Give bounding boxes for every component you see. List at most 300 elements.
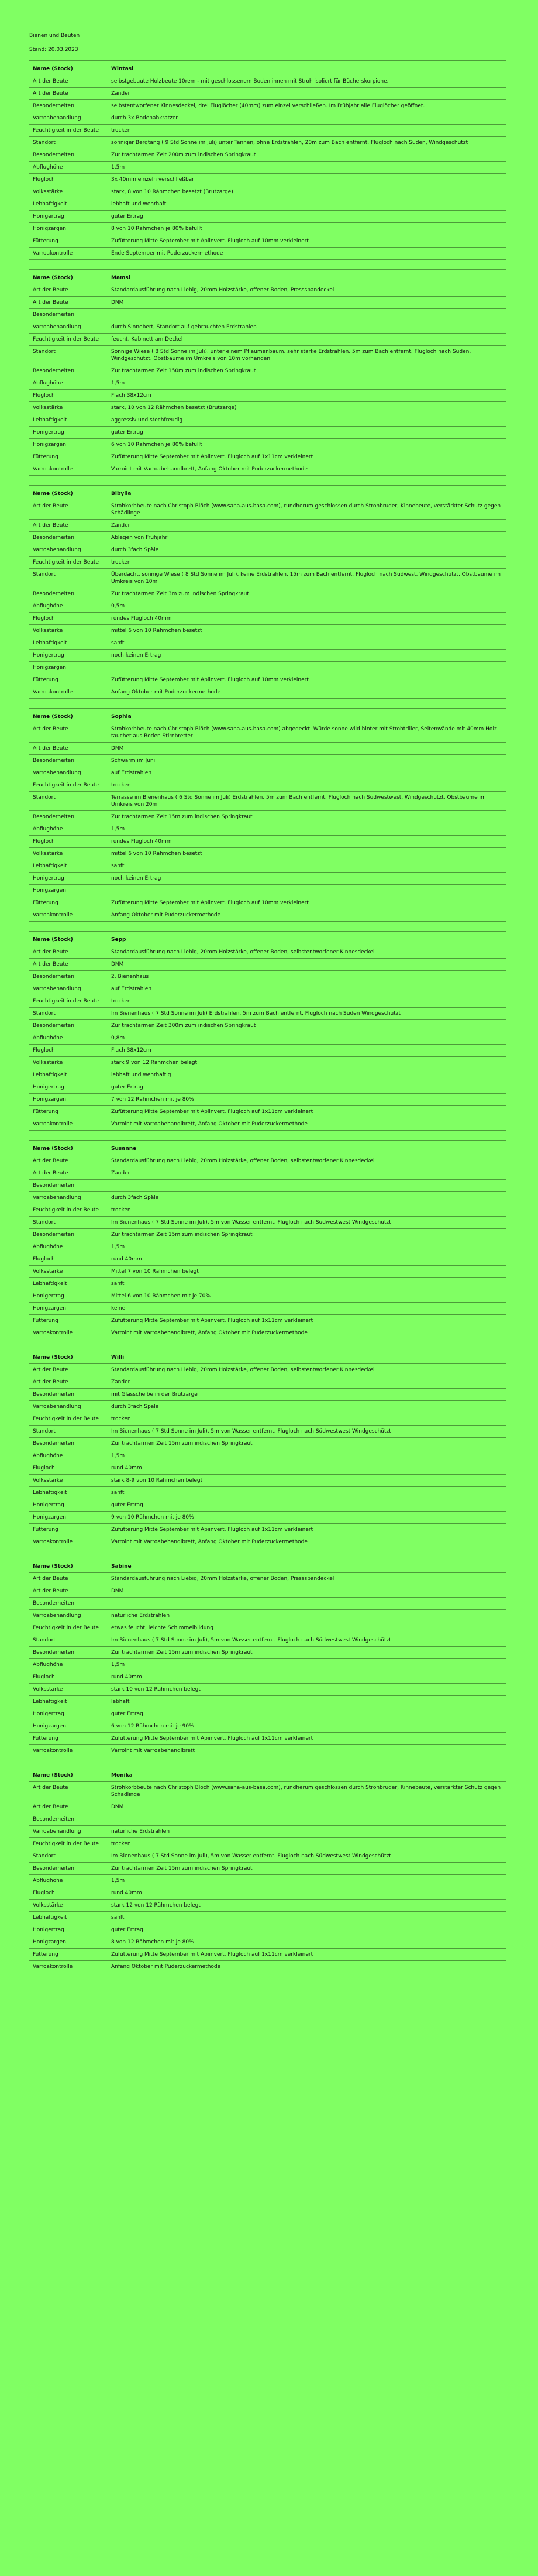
row-value: rund 40mm xyxy=(106,1253,506,1266)
row-label: Standort xyxy=(29,1634,106,1647)
table-row xyxy=(29,390,506,402)
row-label: Art der Beute xyxy=(29,1167,106,1180)
hive-header-row xyxy=(29,61,506,75)
row-value: stark 8-9 von 10 Rähmchen belegt xyxy=(106,1475,506,1487)
row-value: DNM xyxy=(106,1585,506,1598)
row-value: Flach 38x12cm xyxy=(106,1045,506,1057)
row-value: 1,5m xyxy=(106,1241,506,1253)
table-row xyxy=(29,334,506,346)
row-value: sanft xyxy=(106,860,506,873)
table-row xyxy=(29,1290,506,1303)
row-value: selbstentworfener Kinnesdeckel, drei Fluglöcher (40mm) zum einzel verschließen. Im Frühjahr alle Fluglöcher geöffnet. xyxy=(106,100,506,112)
row-value: Zufütterung Mitte September mit Apiinvert. Flugloch auf 1x11cm verkleinert xyxy=(106,1315,506,1327)
table-row xyxy=(29,1278,506,1290)
row-label: Art der Beute xyxy=(29,520,106,532)
row-label: Varroakontrolle xyxy=(29,463,106,476)
row-label: Art der Beute xyxy=(29,297,106,309)
table-row xyxy=(29,971,506,983)
table-row xyxy=(29,686,506,699)
row-value xyxy=(106,885,506,897)
table-row xyxy=(29,755,506,767)
table-row xyxy=(29,569,506,588)
table-row xyxy=(29,792,506,811)
row-label: Standort xyxy=(29,137,106,149)
row-label: Feuchtigkeit in der Beute xyxy=(29,334,106,346)
row-label: Art der Beute xyxy=(29,743,106,755)
table-row xyxy=(29,1887,506,1900)
row-label: Varroakontrolle xyxy=(29,1536,106,1548)
row-label: Honigertrag xyxy=(29,873,106,885)
row-label: Standort xyxy=(29,1217,106,1229)
table-row xyxy=(29,1499,506,1512)
row-value: sanft xyxy=(106,1278,506,1290)
row-label: Art der Beute xyxy=(29,1801,106,1813)
table-row xyxy=(29,1863,506,1875)
table-row xyxy=(29,873,506,885)
row-label: Honigertrag xyxy=(29,1081,106,1094)
table-row xyxy=(29,284,506,297)
row-label: Flugloch xyxy=(29,1462,106,1475)
row-value: Varroint mit Varroabehandlbrett, Anfang Oktober mit Puderzuckermethode xyxy=(106,1536,506,1548)
row-label: Volksstärke xyxy=(29,402,106,414)
table-row xyxy=(29,1696,506,1708)
row-value xyxy=(106,662,506,674)
hive-table xyxy=(29,1558,506,1757)
table-row xyxy=(29,1622,506,1634)
row-label: Besonderheiten xyxy=(29,100,106,112)
table-row xyxy=(29,1094,506,1106)
hive-list xyxy=(0,60,538,1973)
hive-header-row xyxy=(29,1767,506,1782)
row-value: noch keinen Ertrag xyxy=(106,650,506,662)
table-row xyxy=(29,414,506,427)
table-row xyxy=(29,137,506,149)
table-row xyxy=(29,1327,506,1339)
row-value: Im Bienenhaus ( 7 Std Sonne im Juli), 5m von Wasser entfernt. Flugloch nach Südwestwest Windgeschützt xyxy=(106,1634,506,1647)
row-value: mittel 6 von 10 Rähmchen besetzt xyxy=(106,848,506,860)
hive-table xyxy=(29,931,506,1131)
table-row xyxy=(29,1900,506,1912)
row-label: Art der Beute xyxy=(29,959,106,971)
table-row xyxy=(29,946,506,959)
table-row xyxy=(29,377,506,390)
row-value: Im Bienenhaus ( 7 Std Sonne im Juli) Erdstrahlen, 5m zum Bach entfernt. Flugloch nach Süden Windgeschützt xyxy=(106,1008,506,1020)
row-label: Varroakontrolle xyxy=(29,909,106,922)
row-value: DNM xyxy=(106,1801,506,1813)
row-label: Feuchtigkeit in der Beute xyxy=(29,557,106,569)
row-value: Varroint mit Varroabehandlbrett, Anfang Oktober mit Puderzuckermethode xyxy=(106,1327,506,1339)
table-row xyxy=(29,588,506,600)
table-row xyxy=(29,1720,506,1733)
row-value: Zufütterung Mitte September mit Apiinvert. Flugloch auf 1x11cm verkleinert xyxy=(106,1524,506,1536)
row-label: Varroakontrolle xyxy=(29,1745,106,1757)
table-row xyxy=(29,909,506,922)
row-value: guter Ertrag xyxy=(106,1924,506,1936)
row-value: guter Ertrag xyxy=(106,1499,506,1512)
row-label: Besonderheiten xyxy=(29,1229,106,1241)
table-row xyxy=(29,1389,506,1401)
row-label: Flugloch xyxy=(29,390,106,402)
row-label: Abflughöhe xyxy=(29,1875,106,1887)
row-value: trocken xyxy=(106,779,506,792)
row-value: aggressiv und stechfreudig xyxy=(106,414,506,427)
row-label: Lebhaftigkeit xyxy=(29,198,106,211)
table-row xyxy=(29,1217,506,1229)
row-value: 2. Bienenhaus xyxy=(106,971,506,983)
row-value: Zufütterung Mitte September mit Apiinvert. Flugloch auf 10mm verkleinert xyxy=(106,235,506,248)
row-label: Standort xyxy=(29,1008,106,1020)
row-label: Varroabehandlung xyxy=(29,112,106,125)
table-row xyxy=(29,198,506,211)
hive-name: Wintasi xyxy=(106,61,506,75)
table-row xyxy=(29,1155,506,1167)
row-value: auf Erdstrahlen xyxy=(106,983,506,995)
table-row xyxy=(29,1573,506,1585)
row-label: Besonderheiten xyxy=(29,149,106,162)
hive-header-label: Name (Stock) xyxy=(29,270,106,284)
table-row xyxy=(29,995,506,1008)
table-row xyxy=(29,321,506,334)
row-label: Lebhaftigkeit xyxy=(29,414,106,427)
row-label: Feuchtigkeit in der Beute xyxy=(29,125,106,137)
row-label: Varroakontrolle xyxy=(29,1961,106,1973)
table-row xyxy=(29,1671,506,1684)
row-label: Varroakontrolle xyxy=(29,248,106,260)
row-label: Abflughöhe xyxy=(29,1450,106,1462)
row-label: Abflughöhe xyxy=(29,600,106,613)
table-row xyxy=(29,297,506,309)
document-date: Stand: 20.03.2023 xyxy=(29,47,78,53)
row-value: stark 10 von 12 Rähmchen belegt xyxy=(106,1684,506,1696)
row-label: Art der Beute xyxy=(29,88,106,100)
row-label: Honigertrag xyxy=(29,1708,106,1720)
row-value: durch 3fach Späle xyxy=(106,1401,506,1413)
row-value: guter Ertrag xyxy=(106,211,506,223)
row-value: lebhaft xyxy=(106,1696,506,1708)
row-value: 1,5m xyxy=(106,823,506,836)
table-row xyxy=(29,1524,506,1536)
row-label: Lebhaftigkeit xyxy=(29,1696,106,1708)
row-value: DNM xyxy=(106,297,506,309)
hive-header-label: Name (Stock) xyxy=(29,486,106,500)
row-value xyxy=(106,1180,506,1192)
row-value: Zufütterung Mitte September mit Apiinvert. Flugloch auf 1x11cm verkleinert xyxy=(106,1733,506,1745)
row-label: Besonderheiten xyxy=(29,309,106,321)
row-value: Zander xyxy=(106,88,506,100)
row-label: Varroabehandlung xyxy=(29,544,106,557)
row-label: Honigzargen xyxy=(29,223,106,235)
hive-header-row xyxy=(29,1141,506,1155)
table-row xyxy=(29,1850,506,1863)
row-label: Art der Beute xyxy=(29,284,106,297)
hive-header-label: Name (Stock) xyxy=(29,1349,106,1364)
row-value: trocken xyxy=(106,1413,506,1426)
row-label: Abflughöhe xyxy=(29,377,106,390)
table-row xyxy=(29,1875,506,1887)
row-value: Im Bienenhaus ( 7 Std Sonne im Juli), 5m von Wasser entfernt. Flugloch nach Südwestwest Windgeschützt xyxy=(106,1426,506,1438)
row-value: lebhaft und wehrhaftig xyxy=(106,1069,506,1081)
row-value: Standardausführung nach Liebig, 20mm Holzstärke, offener Boden, selbstentworfener Kinnesdeckel xyxy=(106,1155,506,1167)
row-value: 1,5m xyxy=(106,1875,506,1887)
table-row xyxy=(29,1376,506,1389)
row-value: 1,5m xyxy=(106,162,506,174)
row-value: keine xyxy=(106,1303,506,1315)
hive-table xyxy=(29,708,506,922)
row-label: Feuchtigkeit in der Beute xyxy=(29,779,106,792)
row-value: Sonnige Wiese ( 8 Std Sonne im Juli), unter einem Pflaumenbaum, sehr starke Erdstrahlen, 5m zum Bach entfernt. Flugloch nach Süden, Windgeschützt, Obstbäume im Umkreis von 10m vorhanden xyxy=(106,346,506,365)
row-value: noch keinen Ertrag xyxy=(106,873,506,885)
row-label: Varroabehandlung xyxy=(29,767,106,779)
hive-header-row xyxy=(29,486,506,500)
row-value: Standardausführung nach Liebig, 20mm Holzstärke, offener Boden, selbstentworfener Kinnesdeckel xyxy=(106,946,506,959)
row-value: trocken xyxy=(106,1204,506,1217)
row-label: Feuchtigkeit in der Beute xyxy=(29,1413,106,1426)
row-label: Art der Beute xyxy=(29,75,106,88)
row-label: Flugloch xyxy=(29,1887,106,1900)
row-value: Zufütterung Mitte September mit Apiinvert. Flugloch auf 1x11cm verkleinert xyxy=(106,1949,506,1961)
row-value: sanft xyxy=(106,1912,506,1924)
row-value: Varroint mit Varroabehandlbrett, Anfang Oktober mit Puderzuckermethode xyxy=(106,1118,506,1131)
row-label: Abflughöhe xyxy=(29,162,106,174)
hive-table xyxy=(29,60,506,260)
row-value: Terrasse im Bienenhaus ( 6 Std Sonne im Juli) Erdstrahlen, 5m zum Bach entfernt. Flugloch nach Südwestwest, Windgeschützt, Obstbäume im Umkreis von 20m xyxy=(106,792,506,811)
row-value: Zufütterung Mitte September mit Apiinvert. Flugloch auf 1x11cm verkleinert xyxy=(106,1106,506,1118)
row-value: rund 40mm xyxy=(106,1671,506,1684)
row-label: Art der Beute xyxy=(29,500,106,520)
row-label: Standort xyxy=(29,792,106,811)
row-value: trocken xyxy=(106,125,506,137)
table-row xyxy=(29,823,506,836)
table-row xyxy=(29,1949,506,1961)
row-value: Strohkorbbeute nach Christoph Blöch (www.sana-aus-basa.com), rundherum geschlossen durch Strohbruder, Kinnebeute, verstärkter Schutz gegen Schädlinge xyxy=(106,500,506,520)
table-row xyxy=(29,613,506,625)
row-value: 1,5m xyxy=(106,377,506,390)
row-value xyxy=(106,1598,506,1610)
row-label: Lebhaftigkeit xyxy=(29,1069,106,1081)
table-row xyxy=(29,1438,506,1450)
row-value: trocken xyxy=(106,557,506,569)
row-value: sonniger Bergtang ( 9 Std Sonne im Juli) unter Tannen, ohne Erdstrahlen, 20m zum Bach entfernt. Flugloch nach Süden, Windgeschützt xyxy=(106,137,506,149)
table-row xyxy=(29,211,506,223)
table-row xyxy=(29,1032,506,1045)
row-label: Besonderheiten xyxy=(29,755,106,767)
table-row xyxy=(29,500,506,520)
table-row xyxy=(29,365,506,377)
row-label: Honigzargen xyxy=(29,662,106,674)
row-label: Honigzargen xyxy=(29,1094,106,1106)
row-label: Feuchtigkeit in der Beute xyxy=(29,1838,106,1850)
row-label: Art der Beute xyxy=(29,1573,106,1585)
table-row xyxy=(29,1118,506,1131)
row-label: Art der Beute xyxy=(29,1585,106,1598)
table-row xyxy=(29,1512,506,1524)
row-value: 7 von 12 Rähmchen mit je 80% xyxy=(106,1094,506,1106)
row-label: Lebhaftigkeit xyxy=(29,1912,106,1924)
hive-name: Bibylla xyxy=(106,486,506,500)
hive-name: Monika xyxy=(106,1767,506,1782)
row-label: Besonderheiten xyxy=(29,1438,106,1450)
row-label: Standort xyxy=(29,1850,106,1863)
table-row xyxy=(29,811,506,823)
row-value: Im Bienenhaus ( 7 Std Sonne im Juli), 5m von Wasser entfernt. Flugloch nach Südwestwest Windgeschützt xyxy=(106,1850,506,1863)
table-row xyxy=(29,463,506,476)
row-label: Besonderheiten xyxy=(29,1813,106,1826)
table-row xyxy=(29,1659,506,1671)
row-label: Honigertrag xyxy=(29,427,106,439)
row-label: Besonderheiten xyxy=(29,588,106,600)
table-row xyxy=(29,625,506,637)
table-row xyxy=(29,767,506,779)
row-label: Besonderheiten xyxy=(29,1647,106,1659)
table-row xyxy=(29,100,506,112)
table-row xyxy=(29,1167,506,1180)
hive-table xyxy=(29,485,506,699)
hive-table xyxy=(29,269,506,476)
row-label: Besonderheiten xyxy=(29,1180,106,1192)
row-label: Standort xyxy=(29,1426,106,1438)
row-value: rund 40mm xyxy=(106,1462,506,1475)
table-row xyxy=(29,1912,506,1924)
table-row xyxy=(29,885,506,897)
row-value: 1,5m xyxy=(106,1450,506,1462)
row-value: trocken xyxy=(106,1838,506,1850)
table-row xyxy=(29,557,506,569)
row-value: Zufütterung Mitte September mit Apiinvert. Flugloch auf 1x11cm verkleinert xyxy=(106,451,506,463)
row-value: Zur trachtarmen Zeit 150m zum indischen Springkraut xyxy=(106,365,506,377)
row-value: guter Ertrag xyxy=(106,427,506,439)
row-label: Varroakontrolle xyxy=(29,1327,106,1339)
row-label: Besonderheiten xyxy=(29,1863,106,1875)
table-row xyxy=(29,1045,506,1057)
row-value: Zur trachtarmen Zeit 15m zum indischen Springkraut xyxy=(106,1647,506,1659)
row-value xyxy=(106,1813,506,1826)
hive-name: Sabine xyxy=(106,1558,506,1573)
table-row xyxy=(29,1364,506,1376)
row-value: stark, 8 von 10 Rähmchen besetzt (Brutzarge) xyxy=(106,186,506,198)
document-title: Bienen und Beuten xyxy=(29,33,80,39)
row-value: guter Ertrag xyxy=(106,1081,506,1094)
table-row xyxy=(29,1020,506,1032)
table-row xyxy=(29,959,506,971)
row-label: Volksstärke xyxy=(29,1475,106,1487)
row-label: Volksstärke xyxy=(29,1900,106,1912)
row-value: Flach 38x12cm xyxy=(106,390,506,402)
row-value: Zur trachtarmen Zeit 15m zum indischen Springkraut xyxy=(106,1438,506,1450)
row-label: Fütterung xyxy=(29,1315,106,1327)
table-row xyxy=(29,1733,506,1745)
table-row xyxy=(29,1303,506,1315)
row-label: Varroabehandlung xyxy=(29,321,106,334)
table-row xyxy=(29,1536,506,1548)
row-value: rundes Flugloch 40mm xyxy=(106,613,506,625)
table-row xyxy=(29,1450,506,1462)
row-value: 3x 40mm einzeln verschließbar xyxy=(106,174,506,186)
row-label: Fütterung xyxy=(29,674,106,686)
row-value: Zur trachtarmen Zeit 200m zum indischen Springkraut xyxy=(106,149,506,162)
row-value: lebhaft und wehrhaft xyxy=(106,198,506,211)
table-row xyxy=(29,650,506,662)
row-value: 0,8m xyxy=(106,1032,506,1045)
row-value: sanft xyxy=(106,637,506,650)
row-value: guter Ertrag xyxy=(106,1708,506,1720)
table-row xyxy=(29,112,506,125)
row-value: durch 3fach Späle xyxy=(106,544,506,557)
table-row xyxy=(29,723,506,743)
row-label: Lebhaftigkeit xyxy=(29,860,106,873)
row-value: Zur trachtarmen Zeit 15m zum indischen Springkraut xyxy=(106,1863,506,1875)
table-row xyxy=(29,174,506,186)
hive-table xyxy=(29,1349,506,1548)
table-row xyxy=(29,1647,506,1659)
row-value: durch 3x Bodenabkratzer xyxy=(106,112,506,125)
row-value: rund 40mm xyxy=(106,1887,506,1900)
table-row xyxy=(29,1475,506,1487)
row-label: Lebhaftigkeit xyxy=(29,1278,106,1290)
table-row xyxy=(29,1008,506,1020)
hive-header-label: Name (Stock) xyxy=(29,1558,106,1573)
row-label: Besonderheiten xyxy=(29,811,106,823)
row-label: Flugloch xyxy=(29,1253,106,1266)
row-label: Volksstärke xyxy=(29,1057,106,1069)
table-row xyxy=(29,1924,506,1936)
hive-header-row xyxy=(29,1349,506,1364)
row-value: selbstgebaute Holzbeute 10rem - mit geschlossenem Boden innen mit Stroh isoliert für Bücherskorpione. xyxy=(106,75,506,88)
hive-table xyxy=(29,1767,506,1973)
row-label: Standort xyxy=(29,346,106,365)
row-value: rundes Flugloch 40mm xyxy=(106,836,506,848)
table-row xyxy=(29,1204,506,1217)
row-label: Feuchtigkeit in der Beute xyxy=(29,995,106,1008)
row-label: Besonderheiten xyxy=(29,971,106,983)
row-label: Art der Beute xyxy=(29,1376,106,1389)
row-label: Besonderheiten xyxy=(29,365,106,377)
row-value: Zur trachtarmen Zeit 15m zum indischen Springkraut xyxy=(106,1229,506,1241)
row-label: Volksstärke xyxy=(29,1684,106,1696)
hive-header-label: Name (Stock) xyxy=(29,1141,106,1155)
table-row xyxy=(29,439,506,451)
row-value: DNM xyxy=(106,743,506,755)
table-row xyxy=(29,532,506,544)
table-row xyxy=(29,1462,506,1475)
row-label: Honigzargen xyxy=(29,1303,106,1315)
table-row xyxy=(29,1413,506,1426)
row-value: Mittel 7 von 10 Rähmchen belegt xyxy=(106,1266,506,1278)
table-row xyxy=(29,1826,506,1838)
table-row xyxy=(29,779,506,792)
table-row xyxy=(29,75,506,88)
row-value: Zur trachtarmen Zeit 3m zum indischen Springkraut xyxy=(106,588,506,600)
row-label: Varroakontrolle xyxy=(29,1118,106,1131)
row-label: Fütterung xyxy=(29,1524,106,1536)
table-row xyxy=(29,1936,506,1949)
row-value: trocken xyxy=(106,995,506,1008)
row-label: Lebhaftigkeit xyxy=(29,1487,106,1499)
table-row xyxy=(29,544,506,557)
row-value: 0,5m xyxy=(106,600,506,613)
row-label: Honigertrag xyxy=(29,1924,106,1936)
row-value: Strohkorbbeute nach Christoph Blöch (www.sana-aus-basa.com) abgedeckt. Würde sonne wild hinter mit Strohtriller, Seitenwände mit 40mm Holz tauchet aus Boden Stirnbretter xyxy=(106,723,506,743)
row-value: 9 von 10 Rähmchen mit je 80% xyxy=(106,1512,506,1524)
table-row xyxy=(29,897,506,909)
hive-header-row xyxy=(29,932,506,946)
table-row xyxy=(29,836,506,848)
table-row xyxy=(29,1782,506,1801)
row-label: Honigzargen xyxy=(29,439,106,451)
row-value: mittel 6 von 10 Rähmchen besetzt xyxy=(106,625,506,637)
row-value: Strohkorbbeute nach Christoph Blöch (www.sana-aus-basa.com), rundherum geschlossen durch Strohbruder, Kinnebeute, verstärkter Schutz gegen Schädlinge xyxy=(106,1782,506,1801)
row-value: auf Erdstrahlen xyxy=(106,767,506,779)
table-row xyxy=(29,1180,506,1192)
